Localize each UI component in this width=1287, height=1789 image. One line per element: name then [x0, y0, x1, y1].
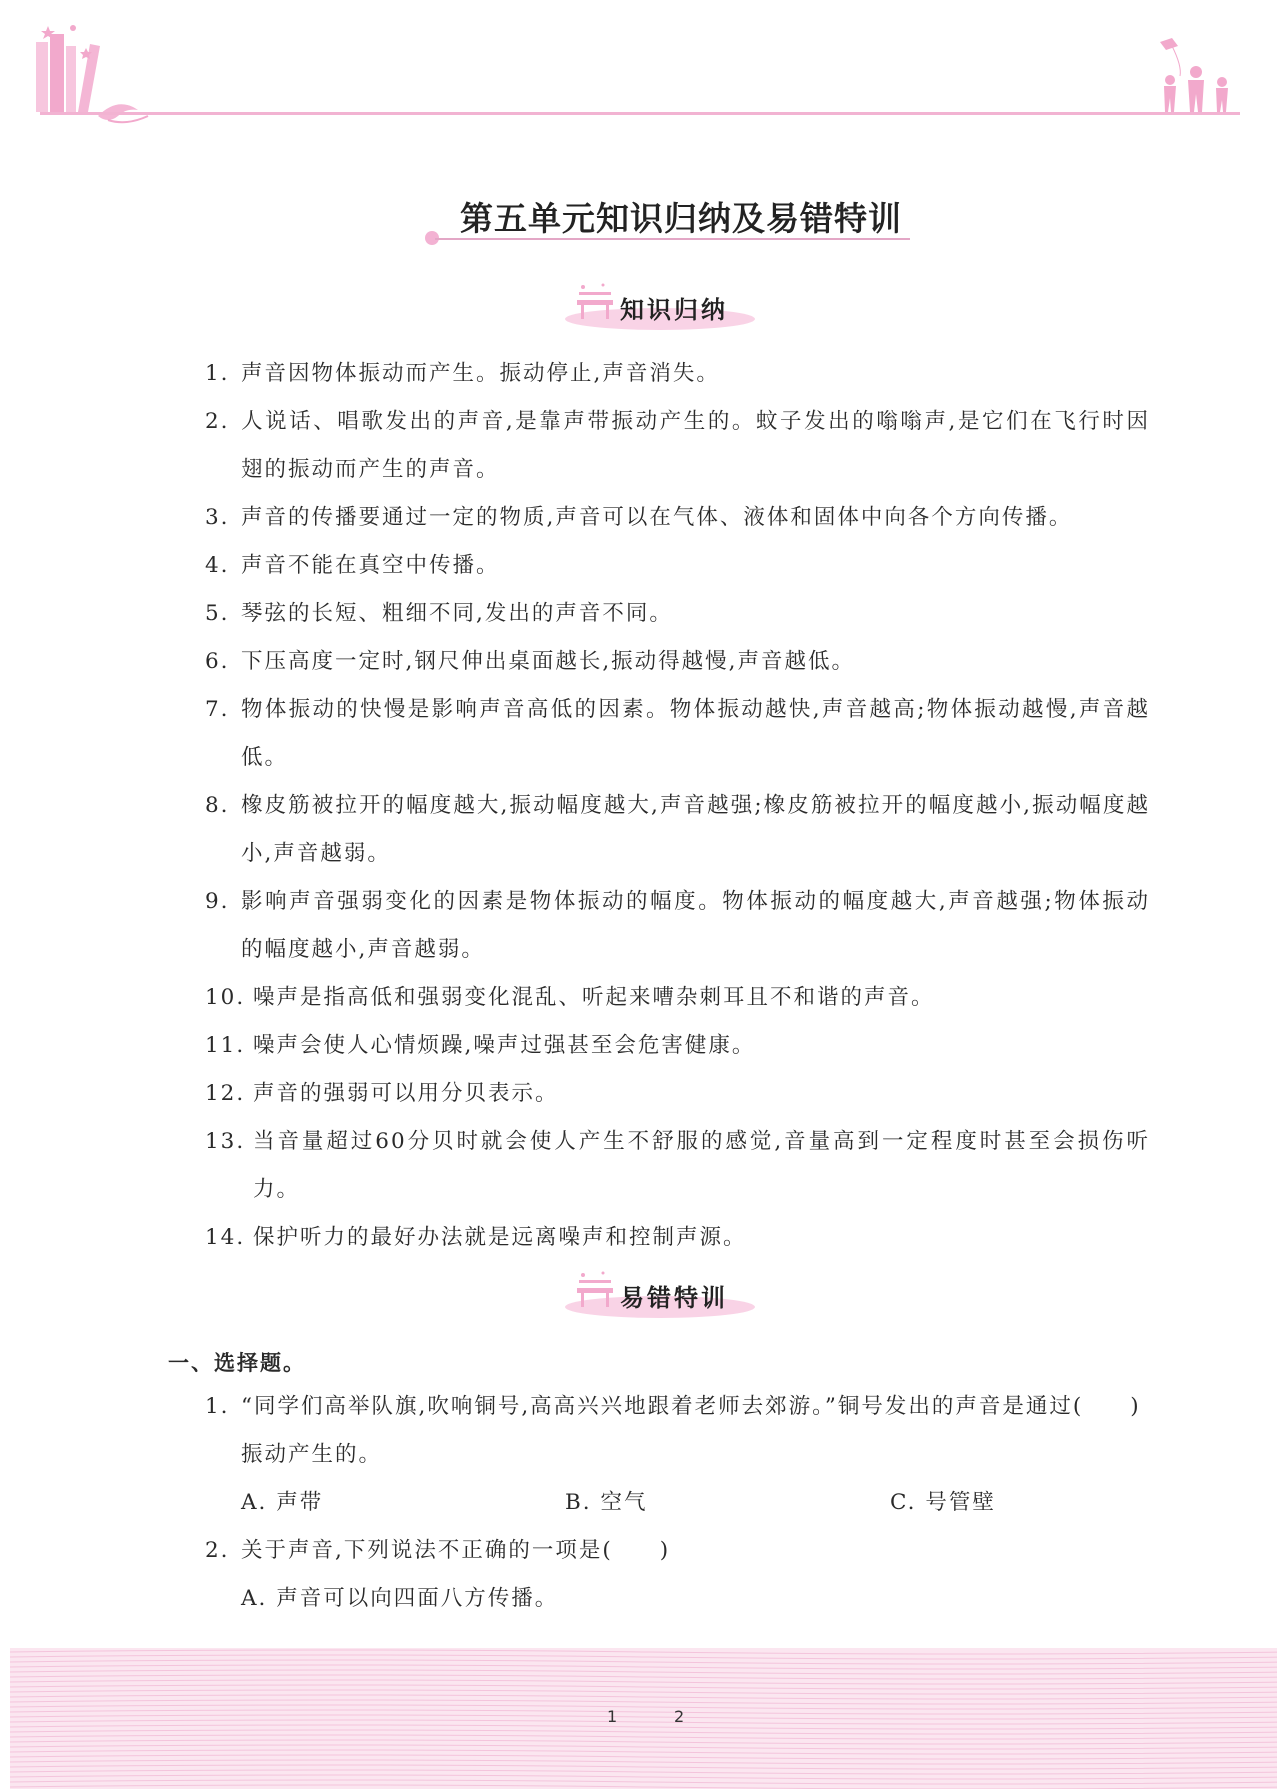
list-item	[205, 1070, 1150, 1118]
bench-decoration-icon	[573, 282, 617, 324]
item-number: 5.	[205, 601, 230, 626]
option-c: C. 号管壁	[890, 1490, 996, 1515]
item-text: 噪声会使人心情烦躁,噪声过强甚至会危害健康。	[253, 1033, 756, 1058]
footer-wave-line	[10, 1780, 1277, 1784]
item-number: 11.	[205, 1033, 246, 1058]
item-number: 4.	[205, 553, 230, 578]
footer-wave-line	[10, 1685, 1277, 1689]
list-item	[205, 782, 1150, 878]
section-practice-label: 易错特训	[620, 1284, 728, 1312]
question-number: 1.	[205, 1394, 230, 1419]
footer-wave-line	[10, 1690, 1277, 1694]
item-number: 12.	[205, 1081, 246, 1106]
question-body: “同学们高举队旗,吹响铜号,高高兴兴地跟着老师去郊游。”铜号发出的声音是通过( )振动产生的。	[241, 1394, 1141, 1467]
footer-wave-line	[10, 1715, 1277, 1719]
footer-wave-line	[10, 1695, 1277, 1699]
footer-wave-line	[10, 1670, 1277, 1674]
footer-wave-line	[10, 1660, 1277, 1664]
item-number: 10.	[205, 985, 246, 1010]
item-text: 物体振动的快慢是影响声音高低的因素。物体振动越快,声音越高;物体振动越慢,声音越低。	[241, 697, 1150, 770]
footer-wave-line	[10, 1705, 1277, 1709]
question-body: 关于声音,下列说法不正确的一项是( )	[241, 1538, 671, 1563]
item-number: 13.	[205, 1129, 246, 1154]
list-item	[205, 638, 1150, 686]
footer-wave-pattern	[10, 1648, 1277, 1789]
item-number: 2.	[205, 409, 230, 434]
footer-wave-line	[10, 1650, 1277, 1654]
header-rule	[40, 112, 1240, 115]
footer-wave-line	[10, 1755, 1277, 1759]
item-number: 3.	[205, 505, 230, 530]
footer-wave-line	[10, 1655, 1277, 1659]
item-text: 当音量超过60分贝时就会使人产生不舒服的感觉,音量高到一定程度时甚至会损伤听力。	[253, 1129, 1150, 1202]
summary-list	[205, 350, 1150, 1262]
item-number: 7.	[205, 697, 230, 722]
option-b: B. 空气	[565, 1490, 648, 1515]
item-text: 琴弦的长短、粗细不同,发出的声音不同。	[241, 601, 673, 626]
item-text: 声音不能在真空中传播。	[241, 553, 500, 578]
footer-wave-line	[10, 1665, 1277, 1669]
footer-wave-line	[10, 1750, 1277, 1754]
question-text	[205, 1527, 1150, 1575]
list-item	[205, 686, 1150, 782]
page-number-left: 1	[607, 1707, 618, 1726]
footer-wave-line	[10, 1675, 1277, 1679]
footer-band	[10, 1648, 1277, 1789]
item-text: 噪声是指高低和强弱变化混乱、听起来嘈杂刺耳且不和谐的声音。	[253, 985, 935, 1010]
item-number: 6.	[205, 649, 230, 674]
list-item	[205, 590, 1150, 638]
item-text: 人说话、唱歌发出的声音,是靠声带振动产生的。蚊子发出的嗡嗡声,是它们在飞行时因翅的振动而产生的声音。	[241, 409, 1150, 482]
list-item	[205, 494, 1150, 542]
option-a: A. 声音可以向四面八方传播。	[241, 1586, 559, 1611]
footer-wave-line	[10, 1680, 1277, 1684]
item-text: 下压高度一定时,钢尺伸出桌面越长,振动得越慢,声音越低。	[241, 649, 856, 674]
question-2	[205, 1527, 1150, 1623]
list-item	[205, 1118, 1150, 1214]
footer-wave-line	[10, 1775, 1277, 1779]
footer-wave-line	[10, 1735, 1277, 1739]
item-text: 声音因物体振动而产生。振动停止,声音消失。	[241, 361, 720, 386]
question-1	[205, 1383, 1150, 1527]
footer-wave-line	[10, 1725, 1277, 1729]
item-text: 橡皮筋被拉开的幅度越大,振动幅度越大,声音越强;橡皮筋被拉开的幅度越小,振动幅度越小,声音越弱。	[241, 793, 1150, 866]
item-text: 影响声音强弱变化的因素是物体振动的幅度。物体振动的幅度越大,声音越强;物体振动的幅度越小,声音越弱。	[241, 889, 1150, 962]
bench-decoration-icon	[573, 1270, 617, 1312]
kids-kite-silhouette-icon	[1150, 36, 1250, 116]
item-text: 保护听力的最好办法就是远离噪声和控制声源。	[253, 1225, 747, 1250]
section-summary-label: 知识归纳	[620, 296, 728, 324]
question-type-heading: 一、选择题。	[168, 1351, 306, 1375]
question-text	[205, 1383, 1150, 1479]
footer-wave-line	[10, 1745, 1277, 1749]
footer-wave-line	[10, 1765, 1277, 1769]
footer-wave-line	[10, 1710, 1277, 1714]
footer-wave-line	[10, 1700, 1277, 1704]
item-text: 声音的传播要通过一定的物质,声音可以在气体、液体和固体中向各个方向传播。	[241, 505, 1073, 530]
list-item	[205, 878, 1150, 974]
footer-wave-line	[10, 1730, 1277, 1734]
option-a: A. 声带	[241, 1490, 324, 1515]
footer-wave-line	[10, 1720, 1277, 1724]
question-options	[205, 1479, 1150, 1527]
item-number: 8.	[205, 793, 230, 818]
list-item	[205, 1022, 1150, 1070]
title-underline	[435, 238, 910, 240]
page-title: 第五单元知识归纳及易错特训	[460, 199, 902, 238]
question-options	[205, 1575, 1150, 1623]
page-number-right: 2	[674, 1707, 685, 1726]
item-number: 1.	[205, 361, 230, 386]
item-number: 9.	[205, 889, 230, 914]
item-text: 声音的强弱可以用分贝表示。	[253, 1081, 559, 1106]
list-item	[205, 974, 1150, 1022]
footer-wave-line	[10, 1785, 1277, 1789]
list-item	[205, 1214, 1150, 1262]
list-item	[205, 350, 1150, 398]
list-item	[205, 542, 1150, 590]
item-number: 14.	[205, 1225, 246, 1250]
question-number: 2.	[205, 1538, 230, 1563]
footer-wave-line	[10, 1770, 1277, 1774]
footer-wave-line	[10, 1740, 1277, 1744]
list-item	[205, 398, 1150, 494]
footer-wave-line	[10, 1760, 1277, 1764]
title-block	[395, 193, 955, 253]
